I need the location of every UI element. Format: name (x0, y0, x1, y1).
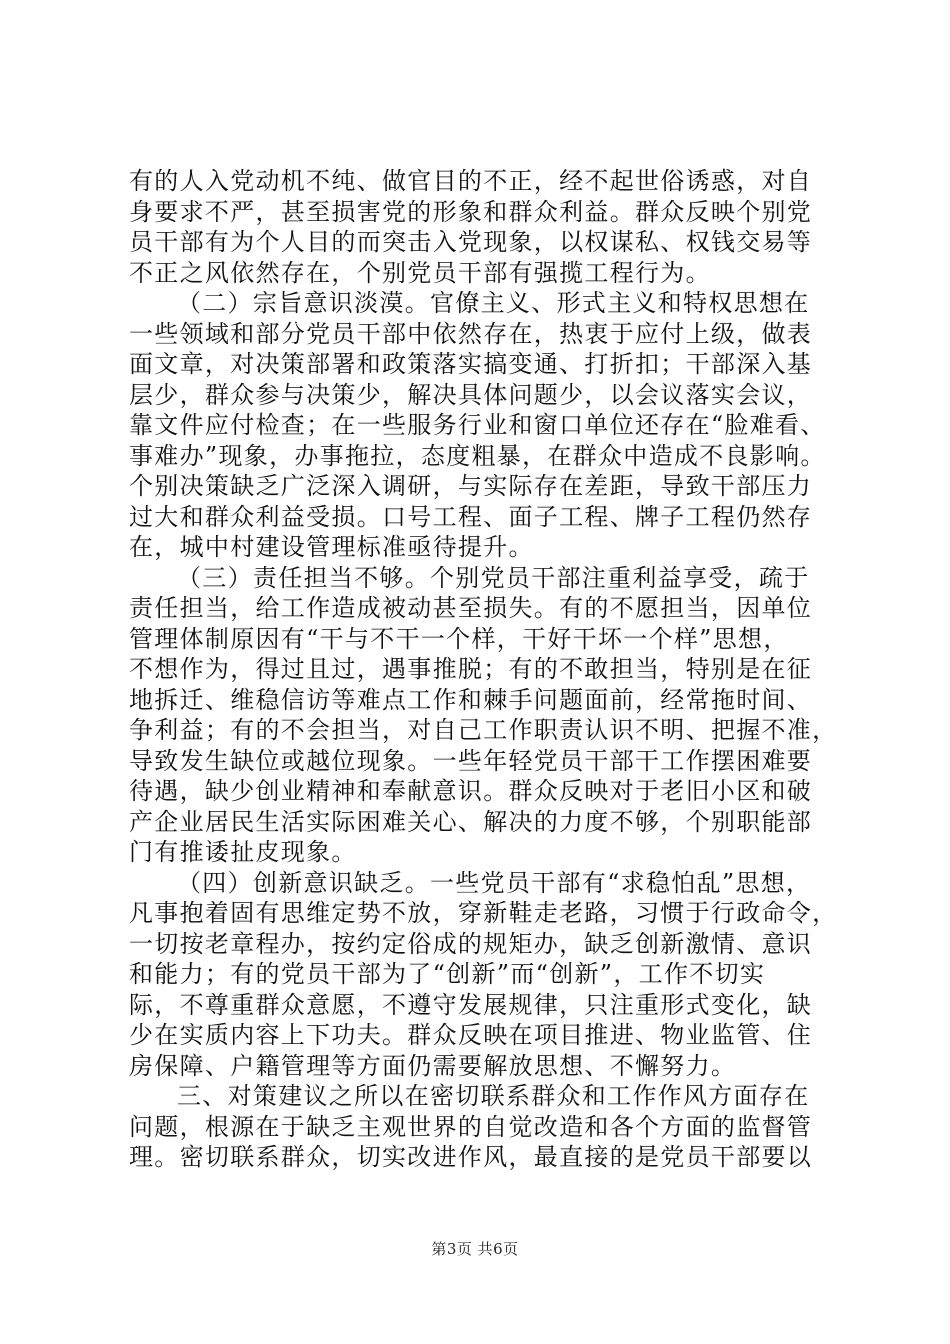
text-line: 层少，群众参与决策少，解决具体问题少，以会议落实会议， (129, 380, 813, 409)
text-line: （二）宗旨意识淡漠。官僚主义、形式主义和特权思想在 (177, 289, 810, 317)
text-line: 管理体制原因有“干与不干一个样，干好干坏一个样”思想， (129, 624, 789, 653)
text-line: 有的人入党动机不纯、做官目的不正，经不起世俗诱惑，对自 (129, 167, 813, 195)
text-line: 过大和群众利益受损。口号工程、面子工程、牌子工程仍然存 (129, 502, 813, 531)
text-line: （四）创新意识缺乏。一些党员干部有“求稳怕乱”思想， (177, 868, 812, 897)
text-line: 少在实质内容上下功夫。群众反映在项目推进、物业监管、住 (129, 1021, 813, 1049)
text-line: 事难办”现象，办事拖拉，态度粗暴，在群众中造成不良影响。 (129, 441, 826, 470)
text-line: 员干部有为个人目的而突击入党现象，以权谋私、权钱交易等 (129, 228, 813, 256)
text-line: 争利益；有的不会担当，对自己工作职责认识不明、把握不准， (129, 716, 838, 744)
text-line: 凡事抱着固有思维定势不放，穿新鞋走老路，习惯于行政命令， (129, 899, 838, 927)
text-line: 不正之风依然存在，个别党员干部有强揽工程行为。 (129, 258, 711, 287)
text-line: 问题，根源在于缺乏主观世界的自觉改造和各个方面的监督管 (129, 1112, 813, 1141)
text-line: 导致发生缺位或越位现象。一些年轻党员干部干工作摆困难要 (129, 746, 813, 775)
text-line: 和能力；有的党员干部为了“创新”而“创新”，工作不切实 (129, 960, 766, 988)
text-line: 际，不尊重群众意愿，不遵守发展规律，只注重形式变化，缺 (129, 990, 813, 1019)
text-line: （三）责任担当不够。个别党员干部注重利益享受，疏于 (177, 563, 810, 592)
text-line: 责任担当，给工作造成被动甚至损失。有的不愿担当，因单位 (129, 594, 813, 622)
text-line: 靠文件应付检查；在一些服务行业和窗口单位还存在“脸难看、 (129, 411, 826, 439)
text-line: 个别决策缺乏广泛深入调研，与实际存在差距，导致干部压力 (129, 472, 813, 500)
page-number-footer: 第3页 共6页 (431, 1240, 519, 1258)
text-line: 产企业居民生活实际困难关心、解决的力度不够，个别职能部 (129, 807, 813, 836)
text-line: 在，城中村建设管理标准亟待提升。 (129, 533, 534, 561)
text-line: 面文章，对决策部署和政策落实搞变通、打折扣；干部深入基 (129, 350, 813, 378)
text-line: 待遇，缺少创业精神和奉献意识。群众反映对于老旧小区和破 (129, 777, 813, 805)
text-line: 房保障、户籍管理等方面仍需要解放思想、不懈努力。 (129, 1051, 737, 1080)
document-body (129, 166, 838, 1173)
text-line: 一些领域和部分党员干部中依然存在，热衷于应付上级，做表 (129, 319, 813, 348)
text-line: 理。密切联系群众，切实改进作风，最直接的是党员干部要以 (129, 1143, 813, 1171)
text-line: 不想作为，得过且过，遇事推脱；有的不敢担当，特别是在征 (129, 655, 813, 683)
text-line: 一切按老章程办，按约定俗成的规矩办，缺乏创新激情、意识 (129, 929, 813, 958)
text-line: 身要求不严，甚至损害党的形象和群众利益。群众反映个别党 (129, 197, 813, 226)
text-line: 地拆迁、维稳信访等难点工作和棘手问题面前，经常拖时间、 (129, 685, 813, 714)
text-line: 三、对策建议之所以在密切联系群众和工作作风方面存在 (177, 1082, 810, 1110)
text-line: 门有推诿扯皮现象。 (129, 838, 357, 866)
